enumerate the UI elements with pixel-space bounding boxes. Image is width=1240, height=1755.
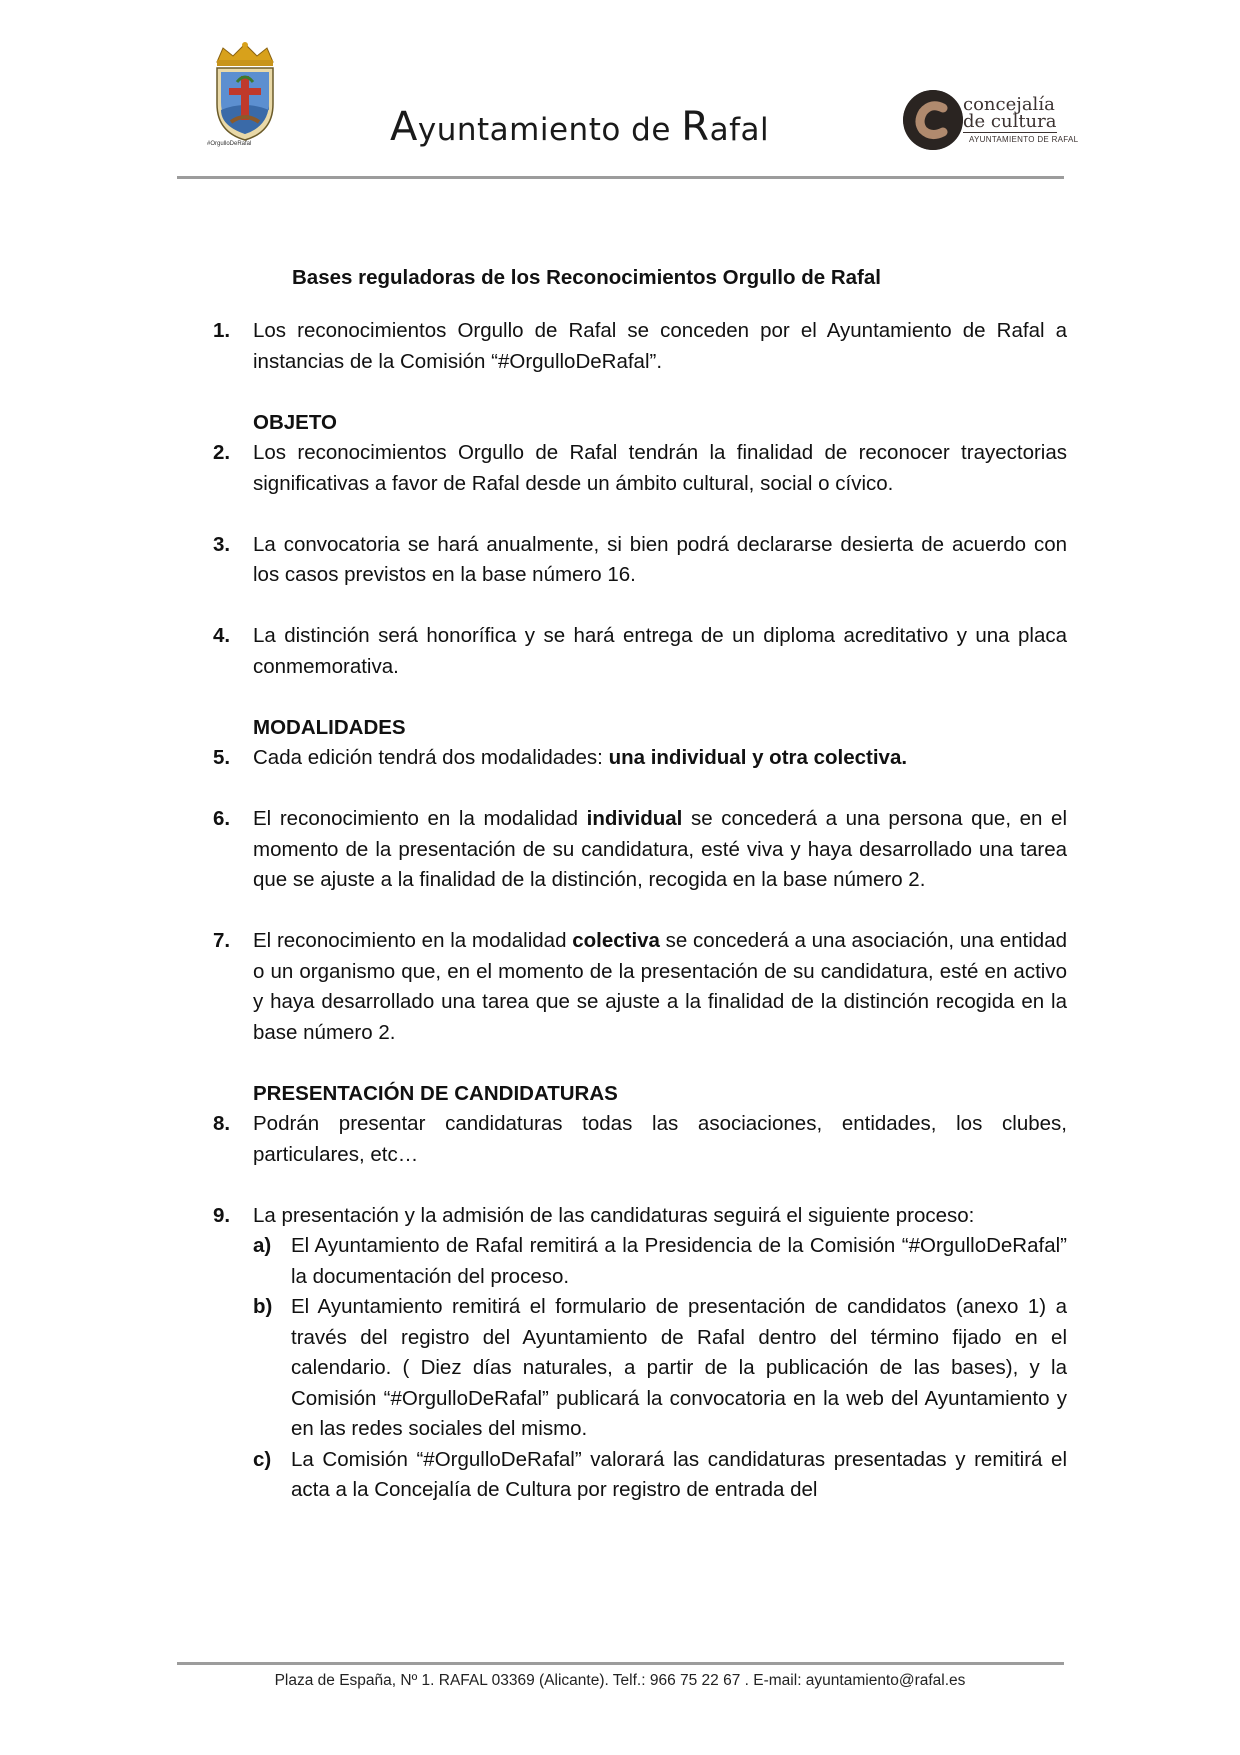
header-divider <box>177 176 1064 179</box>
base-item-8 <box>213 1109 1067 1170</box>
item-number: 9. <box>213 1203 231 1227</box>
item-text: El reconocimiento en la modalidad <box>253 807 587 830</box>
item-text-bold: colectiva <box>572 929 660 952</box>
item-text: La distinción será honorífica y se hará entrega de un diploma acreditativo y una placa conmemorativa. <box>253 624 1067 678</box>
culture-logo-line1: concejalía <box>963 94 1055 115</box>
sub-item-letter: b) <box>253 1295 273 1318</box>
base-item-1 <box>213 316 1067 377</box>
title-initial-a: A <box>390 104 418 150</box>
base-item-2 <box>213 438 1067 499</box>
base-item-9 <box>213 1201 1067 1232</box>
title-part-1: yuntamiento de <box>417 112 682 148</box>
item-text-after: se concederá a una persona que, en el momento de la presentación de su candidatura, esté viva y haya desarrollado una tarea que se ajuste a la finalidad de la distinción, recogida en la base número 2. <box>253 807 1067 891</box>
section-heading-presentacion: PRESENTACIÓN DE CANDIDATURAS <box>253 1081 618 1105</box>
culture-logo-line2: de cultura <box>963 111 1057 132</box>
document-title: Bases reguladoras de los Reconocimientos Orgullo de Rafal <box>292 266 881 289</box>
item-text: La presentación y la admisión de las candidaturas seguirá el siguiente proceso: <box>253 1203 975 1227</box>
item-text: Cada edición tendrá dos modalidades: <box>253 746 609 769</box>
base-item-6 <box>213 804 1067 896</box>
letterhead <box>0 0 1240 182</box>
item-text: Podrán presentar candidaturas todas las asociaciones, entidades, los clubes, particulares, etc… <box>253 1112 1067 1166</box>
sub-item-text: La Comisión “#OrgulloDeRafal” valorará las candidaturas presentadas y remitirá el acta a la Concejalía de Cultura por registro de entrada del <box>291 1447 1067 1501</box>
item-number: 8. <box>213 1112 231 1135</box>
sub-item-text: El Ayuntamiento remitirá el formulario de presentación de candidatos (anexo 1) a través del registro del Ayuntamiento de Rafal dentro del término fijado en el calendario. ( Diez días naturales, a partir de la publicación de las bases), y la Comisión “#OrgulloDeRafal” publicará la convocatoria en la web del Ayuntamiento y en las redes sociales del mismo. <box>291 1295 1067 1440</box>
document-body <box>213 316 1067 1506</box>
base-item-7 <box>213 926 1067 1048</box>
item-number: 7. <box>213 929 231 952</box>
item-text: El reconocimiento en la modalidad <box>253 929 573 952</box>
item-text: Los reconocimientos Orgullo de Rafal tendrán la finalidad de reconocer trayectorias significativas a favor de Rafal desde un ámbito cultural, social o cívico. <box>253 441 1067 495</box>
item-number: 3. <box>213 532 231 556</box>
culture-c-icon <box>903 90 963 150</box>
footer-divider <box>177 1662 1064 1665</box>
base-item-4 <box>213 621 1067 682</box>
item-text: Los reconocimientos Orgullo de Rafal se conceden por el Ayuntamiento de Rafal a instancias de la Comisión “#OrgulloDeRafal”. <box>253 319 1067 373</box>
item-text-bold: una individual y otra colectiva. <box>608 746 908 769</box>
town-hall-title <box>390 104 769 150</box>
item-text: La convocatoria se hará anualmente, si bien podrá declararse desierta de acuerdo con los casos previstos en la base número 16. <box>253 532 1067 586</box>
sub-item-text: El Ayuntamiento de Rafal remitirá a la Presidencia de la Comisión “#OrgulloDeRafal” la documentación del proceso. <box>291 1234 1067 1288</box>
footer-address: Plaza de España, Nº 1. RAFAL 03369 (Alicante). Telf.: 966 75 22 67 . E-mail: ayuntamiento@rafal.es <box>274 1672 966 1689</box>
culture-logo-line3: AYUNTAMIENTO DE RAFAL <box>969 135 1079 144</box>
sub-item-c <box>253 1445 1067 1506</box>
sub-item-b <box>253 1292 1067 1445</box>
sub-item-a <box>253 1231 1067 1292</box>
item-number: 1. <box>213 319 231 342</box>
item-number: 2. <box>213 441 231 464</box>
base-item-5 <box>213 743 1067 774</box>
culture-department-logo <box>903 90 1079 152</box>
item-number: 4. <box>213 624 231 647</box>
crest-hashtag: #OrgulloDeRafal <box>207 141 252 147</box>
title-initial-r: R <box>681 104 710 150</box>
section-heading-modalidades: MODALIDADES <box>253 715 406 739</box>
section-heading-objeto: OBJETO <box>253 410 337 434</box>
title-part-2: afal <box>709 112 770 148</box>
sub-item-letter: a) <box>253 1234 272 1257</box>
sub-item-list <box>253 1231 1067 1506</box>
town-crest-logo <box>207 42 283 150</box>
item-number: 5. <box>213 746 231 769</box>
base-item-3 <box>213 530 1067 591</box>
item-number: 6. <box>213 807 231 830</box>
sub-item-letter: c) <box>253 1447 272 1471</box>
item-text-after: se concederá a una asociación, una entidad o un organismo que, en el momento de la presentación de su candidatura, esté en activo y haya desarrollado una tarea que se ajuste a la finalidad de la distinción recogida en la base número 2. <box>253 929 1067 1044</box>
item-text-bold: individual <box>586 807 683 830</box>
